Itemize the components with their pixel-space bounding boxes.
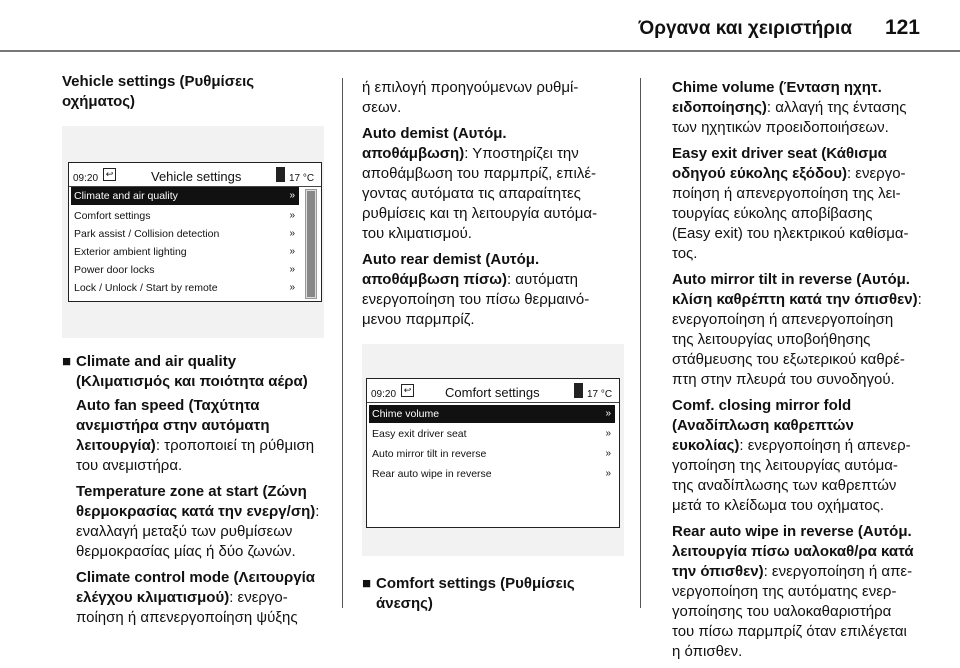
screen-clock: 09:20 <box>73 173 99 184</box>
screen-temperature: 17 °C <box>587 389 613 400</box>
chevron-right-icon: » <box>605 468 611 479</box>
entry-climate-control-mode: Climate control mode (Λειτουργία ελέγχου κλιματισμού): ενεργο- ποίηση ή απενεργοποίηση ψύξης <box>76 569 315 626</box>
screen-clock: 09:20 <box>371 389 397 400</box>
chevron-right-icon: » <box>605 448 611 459</box>
page-header <box>0 14 960 44</box>
menu-item-easy-exit[interactable]: Easy exit driver seat » <box>369 425 615 443</box>
screen-title: Vehicle settings <box>151 169 242 184</box>
phone-icon <box>276 167 285 182</box>
chevron-right-icon: » <box>289 190 295 201</box>
column-1 <box>62 72 330 634</box>
menu-item-rear-wipe[interactable]: Rear auto wipe in reverse » <box>369 465 615 483</box>
chevron-right-icon: » <box>289 246 295 257</box>
chevron-right-icon: » <box>289 282 295 293</box>
chevron-right-icon: » <box>605 428 611 439</box>
screen-status-bar <box>367 379 619 403</box>
menu-item-chime-volume[interactable]: Chime volume » <box>369 405 615 423</box>
entry-rear-wipe: Rear auto wipe in reverse (Αυτόμ. λειτουργία πίσω υαλοκαθ/ρα κατά την όπισθεν): ενεργοποίηση ή απε- νεργοποίηση της αυτόματης ενερ- γοποίησης του υαλοκαθαριστήρα του πίσω παρμπρίζ όταν επιλέγεται η όπισθεν. <box>672 523 914 660</box>
menu-item-remote-start[interactable]: Lock / Unlock / Start by remote » <box>71 279 299 297</box>
chevron-right-icon: » <box>289 228 295 239</box>
entry-auto-demist: Auto demist (Αυτόμ. αποθάμβωση): Υποστηρίζει την αποθάμβωση του παρμπρίζ, επιλέ- γοντας αυτόματα τις απαραίτητες ρυθμίσεις και τη λειτουργία αυτόμα- του κλιματισμού. <box>362 125 598 242</box>
screen-status-bar <box>69 163 321 187</box>
menu-item-comfort[interactable]: Comfort settings » <box>71 207 299 225</box>
entry-chime-volume: Chime volume (Ένταση ηχητ. ειδοποίησης): αλλαγή της έντασης των ηχητικών προειδοποιήσεων. <box>672 79 907 136</box>
menu-item-climate[interactable]: Climate and air quality » <box>71 187 299 205</box>
section-heading: Vehicle settings (Ρυθμίσεις οχήματος) <box>62 73 255 110</box>
entry-auto-fan-speed: Auto fan speed (Ταχύτητα ανεμιστήρα στην αυτόματη λειτουργία): τροποποιεί τη ρύθμιση του ανεμιστήρα. <box>76 397 315 474</box>
bullet-icon: ■ <box>362 575 372 592</box>
phone-icon <box>574 383 583 398</box>
bullet-icon: ■ <box>62 353 72 370</box>
scrollbar-thumb[interactable] <box>307 191 315 297</box>
chevron-right-icon: » <box>289 264 295 275</box>
column-divider <box>640 78 641 608</box>
entry-temperature-zone: Temperature zone at start (Ζώνη θερμοκρασίας κατά την ενεργ/ση): εναλλαγή μεταξύ των ρυθμίσεων θερμοκρασίας μίας ή δύο ζωνών. <box>76 483 320 560</box>
bullet-comfort: ■ Comfort settings (Ρυθμίσεις άνεσης) <box>362 575 575 612</box>
back-icon[interactable]: ↩ <box>401 384 414 397</box>
column-3 <box>672 78 932 668</box>
page-title: Όργανα και χειριστήρια <box>638 18 852 39</box>
entry-easy-exit: Easy exit driver seat (Κάθισμα οδηγού εύκολης εξόδου): ενεργο- ποίηση ή απενεργοποίηση της λει- τουργίας εύκολης αποβίβασης (Easy exit) του ηλεκτρικού καθίσμα- τος. <box>672 145 909 262</box>
vehicle-settings-screen-figure <box>62 126 324 338</box>
screen-title: Comfort settings <box>445 385 540 400</box>
page-number: 121 <box>884 16 920 39</box>
chevron-right-icon: » <box>605 408 611 419</box>
comfort-settings-screen-figure <box>362 344 624 556</box>
scrollbar[interactable] <box>305 189 317 299</box>
column-2 <box>362 78 630 614</box>
menu-item-park-assist[interactable]: Park assist / Collision detection » <box>71 225 299 243</box>
header-divider <box>0 50 960 52</box>
entry-auto-rear-demist: Auto rear demist (Αυτόμ. αποθάμβωση πίσω): αυτόματη ενεργοποίηση του πίσω θερμαινό- μενου παρμπρίζ. <box>362 251 590 328</box>
menu-item-mirror-tilt[interactable]: Auto mirror tilt in reverse » <box>369 445 615 463</box>
screen-temperature: 17 °C <box>289 173 315 184</box>
column-divider <box>342 78 343 608</box>
back-icon[interactable]: ↩ <box>103 168 116 181</box>
entry-mirror-tilt: Auto mirror tilt in reverse (Αυτόμ. κλίση καθρέπτη κατά την όπισθεν): ενεργοποίηση ή απενεργοποίηση της λειτουργίας υποβοήθησης στάθμευσης του εξωτερικού καθρέ- πτη στην πλευρά του συνοδηγού. <box>672 271 922 388</box>
menu-item-door-locks[interactable]: Power door locks » <box>71 261 299 279</box>
continued-text: ή επιλογή προηγούμενων ρυθμί- σεων. <box>362 79 579 116</box>
entry-mirror-fold: Comf. closing mirror fold (Αναδίπλωση καθρεπτών ευκολίας): ενεργοποίηση ή απενερ- γοποίηση της λειτουργίας αυτόμα- της αναδίπλωσης των καθρεπτών μετά το κλείδωμα του οχήματος. <box>672 397 911 514</box>
comfort-settings-screen <box>366 378 620 528</box>
vehicle-settings-screen <box>68 162 322 302</box>
chevron-right-icon: » <box>289 210 295 221</box>
menu-item-ambient-lighting[interactable]: Exterior ambient lighting » <box>71 243 299 261</box>
bullet-climate: ■ Climate and air quality (Κλιματισμός και ποιότητα αέρα) <box>62 353 308 390</box>
